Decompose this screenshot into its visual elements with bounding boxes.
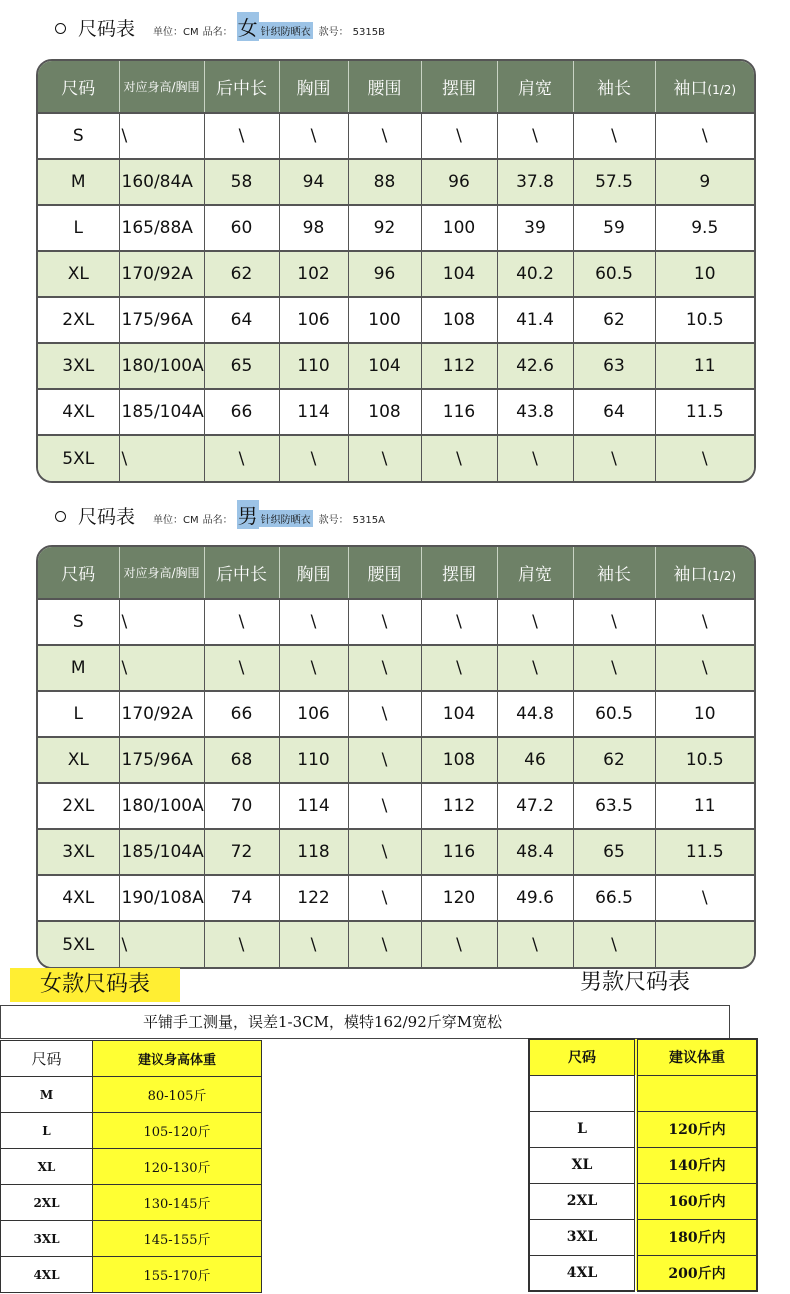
guide-value-cell: 120-130斤 (93, 1149, 262, 1185)
table-cell: 63.5 (573, 783, 655, 829)
guide-header-cell: 尺码 (529, 1039, 636, 1075)
column-header: 摆围 (421, 547, 497, 599)
column-header: 尺码 (38, 547, 119, 599)
table-cell: 122 (279, 875, 348, 921)
table-cell: \ (348, 599, 421, 645)
column-header: 后中长 (204, 547, 279, 599)
table-cell: 74 (204, 875, 279, 921)
table-cell: 104 (421, 251, 497, 297)
gender-label: 男 (237, 500, 259, 529)
size-cell: 5XL (38, 435, 119, 481)
column-header-text: 袖口 (673, 565, 708, 585)
table-cell: \ (655, 645, 754, 691)
women-guide-title: 女款尺码表 (10, 968, 180, 1002)
column-header: 腰围 (348, 547, 421, 599)
table-cell: 66.5 (573, 875, 655, 921)
table-cell: \ (348, 921, 421, 967)
table-cell: 106 (279, 297, 348, 343)
table-cell: 64 (204, 297, 279, 343)
column-header: 袖长 (573, 61, 655, 113)
guide-value-cell: 80-105斤 (93, 1077, 262, 1113)
style-label: 款号： (318, 27, 349, 38)
table-cell: 170/92A (119, 251, 204, 297)
guide-row (1, 1149, 262, 1185)
table-cell: 60 (204, 205, 279, 251)
table-cell: 48.4 (497, 829, 573, 875)
table-cell: \ (348, 737, 421, 783)
table-cell: 10 (655, 691, 754, 737)
table-cell: \ (348, 829, 421, 875)
table-cell: 110 (279, 737, 348, 783)
table-cell: \ (573, 645, 655, 691)
table-cell: 190/108A (119, 875, 204, 921)
table-cell: 10.5 (655, 737, 754, 783)
guide-header-cell: 尺码 (1, 1041, 93, 1077)
table-cell: \ (497, 921, 573, 967)
table-cell: \ (655, 599, 754, 645)
table-cell: 114 (279, 389, 348, 435)
table-row (38, 737, 754, 783)
table-cell: 11.5 (655, 389, 754, 435)
men-guide-title: 男款尺码表 (580, 970, 691, 995)
table-cell: \ (348, 691, 421, 737)
size-cell: 2XL (38, 783, 119, 829)
table-cell: 37.8 (497, 159, 573, 205)
circle-icon (55, 511, 66, 522)
table-row (38, 783, 754, 829)
table-cell: \ (279, 599, 348, 645)
guide-row (1, 1113, 262, 1149)
guide-header-cell: 建议体重 (636, 1039, 757, 1075)
table-cell: 108 (348, 389, 421, 435)
table-cell: 62 (573, 297, 655, 343)
table-cell: \ (421, 435, 497, 481)
guide-row (1, 1221, 262, 1257)
table-row (38, 645, 754, 691)
table-row (38, 921, 754, 967)
table-cell: 39 (497, 205, 573, 251)
table-row (38, 297, 754, 343)
guide-value-cell: 145-155斤 (93, 1221, 262, 1257)
table-cell: 62 (573, 737, 655, 783)
table-cell: \ (497, 599, 573, 645)
table-cell: \ (348, 645, 421, 691)
table-cell: 114 (279, 783, 348, 829)
table-cell: 98 (279, 205, 348, 251)
table-cell: \ (421, 599, 497, 645)
table-row (38, 113, 754, 159)
table-cell: \ (421, 921, 497, 967)
table-cell: 185/104A (119, 389, 204, 435)
table-cell: \ (655, 875, 754, 921)
table-cell: \ (573, 113, 655, 159)
table-cell: \ (119, 113, 204, 159)
table-cell: 11 (655, 783, 754, 829)
guide-size-cell: 3XL (1, 1221, 93, 1257)
table-cell: 104 (348, 343, 421, 389)
table-cell: \ (279, 921, 348, 967)
guide-size-cell: L (1, 1113, 93, 1149)
table-cell: 10 (655, 251, 754, 297)
guide-value-cell: 180斤内 (636, 1219, 757, 1255)
size-cell: L (38, 205, 119, 251)
column-header: 袖长 (573, 547, 655, 599)
guide-header-cell: 建议身高体重 (93, 1041, 262, 1077)
size-cell: S (38, 113, 119, 159)
table-cell: 108 (421, 737, 497, 783)
column-header (655, 547, 754, 599)
table-row (38, 343, 754, 389)
guide-size-cell: 4XL (1, 1257, 93, 1293)
guide-row (529, 1183, 757, 1219)
table-cell: \ (573, 599, 655, 645)
table-cell: 60.5 (573, 251, 655, 297)
column-header-text: 袖口 (673, 79, 708, 99)
table-cell: 49.6 (497, 875, 573, 921)
table-cell: 9.5 (655, 205, 754, 251)
table-cell: 65 (573, 829, 655, 875)
table-cell: 40.2 (497, 251, 573, 297)
table-cell: \ (655, 113, 754, 159)
table-cell: \ (497, 435, 573, 481)
table-cell: 43.8 (497, 389, 573, 435)
table-cell: 72 (204, 829, 279, 875)
table-cell: \ (573, 435, 655, 481)
table-cell: 102 (279, 251, 348, 297)
table-cell: 64 (573, 389, 655, 435)
table-cell: 96 (348, 251, 421, 297)
table-cell: \ (348, 783, 421, 829)
guide-row (1, 1185, 262, 1221)
unit-label: 单位：CM (153, 27, 199, 38)
guide-row (529, 1147, 757, 1183)
table-cell: 104 (421, 691, 497, 737)
chart-title: 尺码表 (78, 506, 136, 528)
table-cell: 112 (421, 343, 497, 389)
column-header: 对应身高/胸围 (119, 547, 204, 599)
column-header: 胸围 (279, 547, 348, 599)
men-chart-header (55, 500, 389, 530)
table-cell: 116 (421, 829, 497, 875)
column-header: 肩宽 (497, 61, 573, 113)
table-cell: 11 (655, 343, 754, 389)
size-cell: M (38, 645, 119, 691)
guide-size-cell: 2XL (529, 1183, 636, 1219)
guide-row (529, 1255, 757, 1291)
table-cell: \ (279, 645, 348, 691)
table-cell: 11.5 (655, 829, 754, 875)
table-header-row (38, 547, 754, 599)
table-cell: \ (421, 645, 497, 691)
product-name: 针织防晒衣 (259, 510, 313, 527)
column-header: 摆围 (421, 61, 497, 113)
table-cell: 66 (204, 389, 279, 435)
guide-size-cell (529, 1075, 636, 1111)
women-size-table (36, 59, 756, 483)
table-cell: 170/92A (119, 691, 204, 737)
table-cell: 165/88A (119, 205, 204, 251)
table-cell: \ (119, 921, 204, 967)
table-cell: 42.6 (497, 343, 573, 389)
table-cell: 175/96A (119, 737, 204, 783)
table-cell: \ (204, 599, 279, 645)
guide-row (1, 1077, 262, 1113)
table-cell: \ (497, 113, 573, 159)
guide-row (1, 1257, 262, 1293)
table-cell: \ (348, 113, 421, 159)
size-cell: 4XL (38, 389, 119, 435)
table-cell: 100 (421, 205, 497, 251)
table-cell: 110 (279, 343, 348, 389)
table-cell: \ (204, 921, 279, 967)
guide-value-cell: 130-145斤 (93, 1185, 262, 1221)
column-header: 肩宽 (497, 547, 573, 599)
size-cell: L (38, 691, 119, 737)
table-cell: 66 (204, 691, 279, 737)
guide-size-cell: L (529, 1111, 636, 1147)
table-cell: 47.2 (497, 783, 573, 829)
guide-row (529, 1219, 757, 1255)
measurement-note: 平铺手工测量，误差1-3CM，模特162/92斤穿M宽松 (0, 1005, 730, 1039)
table-cell: 106 (279, 691, 348, 737)
table-cell: \ (421, 113, 497, 159)
column-header-subtext: (1/2) (707, 83, 737, 97)
men-guide-table (528, 1038, 758, 1292)
table-row (38, 389, 754, 435)
table-row (38, 875, 754, 921)
size-cell: 3XL (38, 343, 119, 389)
table-cell: 175/96A (119, 297, 204, 343)
guide-header-row (1, 1041, 262, 1077)
guide-size-cell: M (1, 1077, 93, 1113)
table-cell: 68 (204, 737, 279, 783)
table-row (38, 435, 754, 481)
column-header: 腰围 (348, 61, 421, 113)
column-header (655, 61, 754, 113)
table-cell: 44.8 (497, 691, 573, 737)
table-row (38, 159, 754, 205)
size-cell: 3XL (38, 829, 119, 875)
men-size-table (36, 545, 756, 969)
table-row (38, 691, 754, 737)
table-cell: 58 (204, 159, 279, 205)
guide-value-cell: 120斤内 (636, 1111, 757, 1147)
size-cell: S (38, 599, 119, 645)
table-cell: \ (655, 435, 754, 481)
guide-row (529, 1075, 757, 1111)
style-number: 5315A (352, 515, 385, 526)
table-cell: \ (204, 645, 279, 691)
unit-label: 单位：CM (153, 515, 199, 526)
circle-icon (55, 23, 66, 34)
column-header: 对应身高/胸围 (119, 61, 204, 113)
table-row (38, 599, 754, 645)
table-cell: 88 (348, 159, 421, 205)
table-cell: 180/100A (119, 343, 204, 389)
table-cell: \ (119, 599, 204, 645)
women-guide-table (0, 1040, 262, 1293)
table-cell: \ (204, 113, 279, 159)
guide-size-cell: 2XL (1, 1185, 93, 1221)
table-cell: 41.4 (497, 297, 573, 343)
guide-value-cell: 105-120斤 (93, 1113, 262, 1149)
table-cell: 63 (573, 343, 655, 389)
table-cell: \ (204, 435, 279, 481)
table-cell: \ (573, 921, 655, 967)
table-cell: 96 (421, 159, 497, 205)
table-cell: \ (119, 435, 204, 481)
table-cell: 57.5 (573, 159, 655, 205)
table-cell: 120 (421, 875, 497, 921)
table-cell: 70 (204, 783, 279, 829)
table-row (38, 829, 754, 875)
table-row (38, 205, 754, 251)
table-cell: 10.5 (655, 297, 754, 343)
column-header: 尺码 (38, 61, 119, 113)
size-cell: XL (38, 737, 119, 783)
table-cell: 46 (497, 737, 573, 783)
table-row (38, 251, 754, 297)
table-cell: 65 (204, 343, 279, 389)
table-cell: 94 (279, 159, 348, 205)
guide-value-cell: 155-170斤 (93, 1257, 262, 1293)
style-label: 款号： (318, 515, 349, 526)
guide-size-cell: XL (529, 1147, 636, 1183)
guide-value-cell (636, 1075, 757, 1111)
table-cell: 116 (421, 389, 497, 435)
table-cell: 62 (204, 251, 279, 297)
table-cell: 100 (348, 297, 421, 343)
style-number: 5315B (352, 27, 385, 38)
table-cell: \ (348, 435, 421, 481)
product-label: 品名： (202, 27, 233, 38)
gender-label: 女 (237, 12, 259, 41)
guide-size-cell: 3XL (529, 1219, 636, 1255)
size-cell: M (38, 159, 119, 205)
table-header-row (38, 61, 754, 113)
table-cell: \ (497, 645, 573, 691)
table-cell: 180/100A (119, 783, 204, 829)
chart-title: 尺码表 (78, 18, 136, 40)
size-cell: 4XL (38, 875, 119, 921)
size-cell: 5XL (38, 921, 119, 967)
table-cell: 92 (348, 205, 421, 251)
table-cell (655, 921, 754, 967)
table-cell: 118 (279, 829, 348, 875)
table-cell: 185/104A (119, 829, 204, 875)
column-header: 后中长 (204, 61, 279, 113)
table-cell: \ (279, 435, 348, 481)
size-cell: 2XL (38, 297, 119, 343)
guide-value-cell: 160斤内 (636, 1183, 757, 1219)
guide-value-cell: 200斤内 (636, 1255, 757, 1291)
column-header: 胸围 (279, 61, 348, 113)
table-cell: \ (119, 645, 204, 691)
table-cell: 59 (573, 205, 655, 251)
women-chart-header (55, 12, 389, 42)
guide-header-row (529, 1039, 757, 1075)
table-cell: 9 (655, 159, 754, 205)
column-header-subtext: (1/2) (707, 569, 737, 583)
guide-row (529, 1111, 757, 1147)
table-cell: \ (348, 875, 421, 921)
product-name: 针织防晒衣 (259, 22, 313, 39)
guide-value-cell: 140斤内 (636, 1147, 757, 1183)
table-cell: 160/84A (119, 159, 204, 205)
table-cell: 60.5 (573, 691, 655, 737)
table-cell: \ (279, 113, 348, 159)
guide-size-cell: 4XL (529, 1255, 636, 1291)
product-label: 品名： (202, 515, 233, 526)
table-cell: 112 (421, 783, 497, 829)
table-cell: 108 (421, 297, 497, 343)
guide-size-cell: XL (1, 1149, 93, 1185)
size-cell: XL (38, 251, 119, 297)
